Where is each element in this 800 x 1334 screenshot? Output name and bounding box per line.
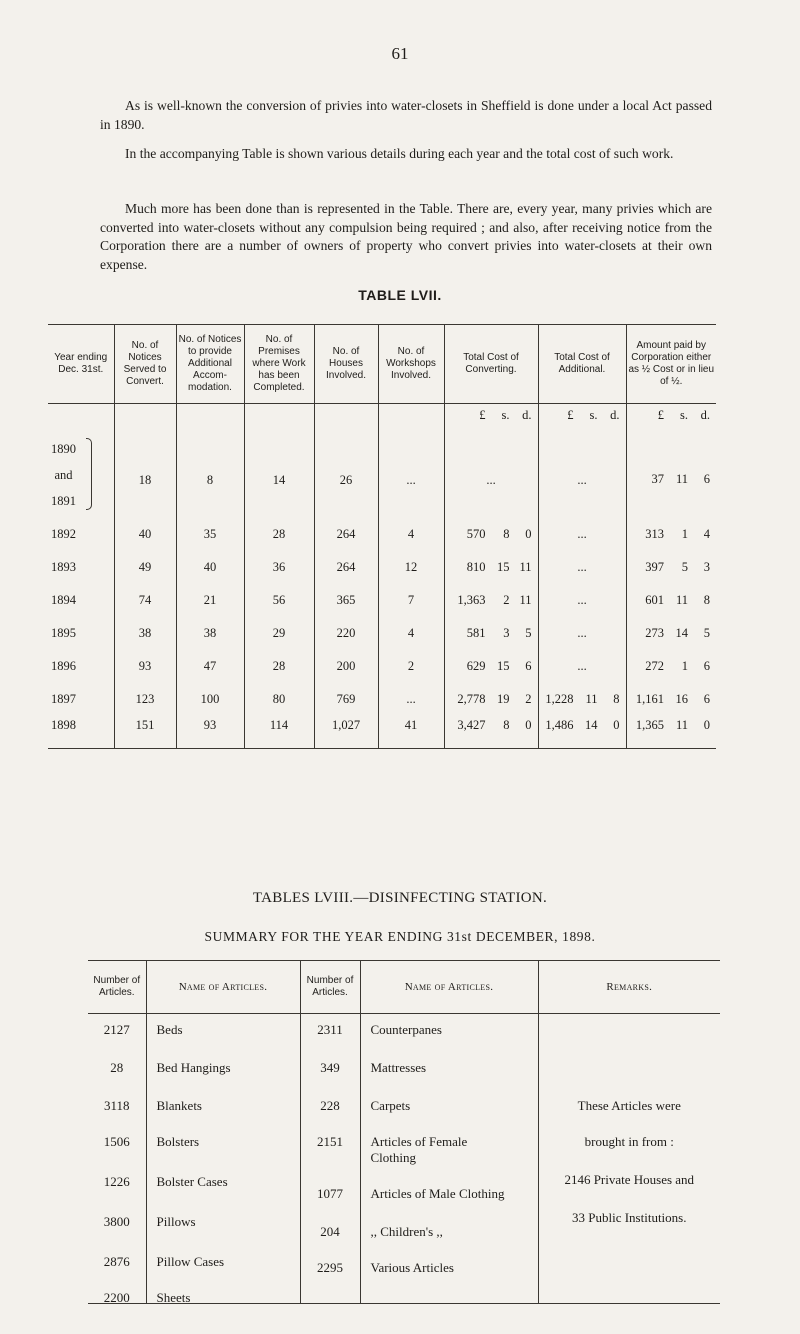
money-pence: 6 xyxy=(703,691,710,706)
notices-cell: 38 xyxy=(114,617,176,650)
houses-cell: 200 xyxy=(314,650,378,683)
notices-cell: 93 xyxy=(114,650,176,683)
paid-pence: 6 xyxy=(703,472,710,486)
money-pounds: 581 xyxy=(466,625,486,640)
money-shillings: 8 xyxy=(503,526,510,541)
table-row xyxy=(48,617,716,650)
workshops-cell: 4 xyxy=(378,617,444,650)
table-row xyxy=(48,650,716,683)
workshops-cell: 41 xyxy=(378,716,444,749)
money-shillings: 15 xyxy=(497,559,510,574)
year-cell: 1896 xyxy=(51,659,76,673)
table-58-title: TABLES LVIII.—DISINFECTING STATION. xyxy=(252,890,548,906)
year-cell: 1893 xyxy=(51,560,76,574)
money-pounds: 397 xyxy=(645,559,664,574)
premises-cell: 36 xyxy=(244,551,314,584)
cost-additional-cell: ... xyxy=(538,584,626,617)
unit-pounds: £ xyxy=(657,408,664,422)
notices-cell: 123 xyxy=(114,683,176,716)
article-number: 2200 xyxy=(103,1290,130,1305)
premises-cell: 56 xyxy=(244,584,314,617)
article-number: 1226 xyxy=(103,1174,130,1189)
article-name: Bolster Cases xyxy=(156,1174,228,1189)
houses-cell: 264 xyxy=(314,551,378,584)
workshops-cell: 12 xyxy=(378,551,444,584)
table-row xyxy=(48,683,716,716)
remarks-line: 33 Public Institutions. xyxy=(572,1210,687,1225)
unit-shillings: s. xyxy=(501,408,510,422)
table-57-title: TABLE LVII. xyxy=(358,287,442,303)
article-name: Clothing xyxy=(370,1150,417,1165)
article-number: 3118 xyxy=(103,1098,130,1113)
workshops-cell: 2 xyxy=(378,650,444,683)
table-58-body-row xyxy=(88,1014,720,1304)
article-number: 228 xyxy=(320,1098,340,1113)
article-name: Sheets xyxy=(156,1290,191,1305)
money-pence: 11 xyxy=(519,592,532,607)
money-shillings: 1 xyxy=(681,658,688,673)
premises-cell: 114 xyxy=(244,716,314,749)
header-number-left: Number of Articles. xyxy=(88,961,146,1014)
money-pence: 6 xyxy=(525,658,532,673)
header-name-left: Name of Articles. xyxy=(146,961,300,1014)
right-names-column xyxy=(360,1014,538,1304)
units-row xyxy=(627,408,717,424)
cost-additional-cell: ... xyxy=(538,518,626,551)
money-pounds: 570 xyxy=(466,526,486,541)
article-name: Pillow Cases xyxy=(156,1254,225,1269)
additional-cell: 47 xyxy=(176,650,244,683)
amount-paid-cell xyxy=(626,518,716,551)
table-58 xyxy=(88,960,720,1304)
notices-cell: 18 xyxy=(114,404,176,519)
money-pence: 0 xyxy=(613,718,620,732)
additional-cell: 100 xyxy=(176,683,244,716)
header-year: Year ending Dec. 31st. xyxy=(48,325,114,404)
premises-cell: 80 xyxy=(244,683,314,716)
amount-paid-cell xyxy=(626,716,716,749)
article-name: Pillows xyxy=(156,1214,196,1229)
paid-shillings: 11 xyxy=(675,472,688,486)
additional-cell: 38 xyxy=(176,617,244,650)
table-row xyxy=(48,404,716,519)
year-cell: 1892 xyxy=(51,527,76,541)
money-pence: 0 xyxy=(525,526,532,541)
money-pounds: 1,363 xyxy=(457,592,486,607)
money-pence: 0 xyxy=(525,718,532,732)
money-pounds: 273 xyxy=(645,625,664,640)
article-number: 3800 xyxy=(103,1214,130,1229)
table-row xyxy=(48,518,716,551)
cost-converting-cell xyxy=(444,404,538,519)
money-pounds: 1,161 xyxy=(635,691,664,706)
amount-paid-cell xyxy=(626,683,716,716)
year-line: and xyxy=(54,468,73,482)
unit-shillings: s. xyxy=(589,408,598,422)
article-number: 2151 xyxy=(317,1134,343,1149)
money-pence: 0 xyxy=(703,718,710,732)
cost-additional-cell: ... xyxy=(538,617,626,650)
amount-paid-cell xyxy=(626,404,716,519)
article-name: Blankets xyxy=(156,1098,202,1113)
cost-converting-cell xyxy=(444,650,538,683)
workshops-cell: 7 xyxy=(378,584,444,617)
article-name: Beds xyxy=(156,1022,183,1037)
header-cost-additional: Total Cost of Additional. xyxy=(538,325,626,404)
money-pounds: 272 xyxy=(645,658,664,673)
notices-cell: 74 xyxy=(114,584,176,617)
cost-converting-cell xyxy=(444,683,538,716)
article-name: Articles of Male Clothing xyxy=(370,1186,505,1201)
cost-additional-cell: ... xyxy=(538,650,626,683)
remarks-column xyxy=(538,1014,720,1304)
cost-converting-cell xyxy=(444,584,538,617)
amount-paid-cell xyxy=(626,617,716,650)
header-cost-converting: Total Cost of Converting. xyxy=(444,325,538,404)
amount-paid-cell xyxy=(626,650,716,683)
cost-additional-value: ... xyxy=(577,473,587,487)
header-additional: No. of Notices to provide Additional Accom-modation. xyxy=(176,325,244,404)
article-number: 2127 xyxy=(103,1022,130,1037)
money-pounds: 1,228 xyxy=(545,691,574,706)
unit-pounds: £ xyxy=(479,408,486,422)
money-shillings: 16 xyxy=(675,691,688,706)
paid-pounds: 37 xyxy=(651,472,664,486)
notices-cell: 151 xyxy=(114,716,176,749)
unit-pence: d. xyxy=(522,408,532,422)
money-pounds: 629 xyxy=(466,658,486,673)
workshops-cell: ... xyxy=(378,404,444,519)
money-pence: 4 xyxy=(703,526,710,541)
money-pounds: 313 xyxy=(645,526,664,541)
header-number-right: Number of Articles. xyxy=(300,961,360,1014)
article-name: Mattresses xyxy=(370,1060,427,1075)
year-line: 1891 xyxy=(51,494,76,508)
brace-icon xyxy=(86,438,92,510)
money-shillings: 8 xyxy=(503,718,510,732)
article-name: Various Articles xyxy=(370,1260,454,1275)
unit-pence: d. xyxy=(610,408,620,422)
units-row xyxy=(539,408,626,424)
money-shillings: 15 xyxy=(497,658,510,673)
article-name: Carpets xyxy=(370,1098,411,1113)
article-name: ,, Children's ,, xyxy=(370,1224,443,1239)
amount-paid-cell xyxy=(626,584,716,617)
houses-cell: 365 xyxy=(314,584,378,617)
header-name-right: Name of Articles. xyxy=(360,961,538,1014)
money-shillings: 14 xyxy=(585,718,598,732)
right-numbers-column xyxy=(300,1014,360,1304)
houses-cell: 264 xyxy=(314,518,378,551)
houses-cell: 1,027 xyxy=(314,716,378,749)
article-number: 28 xyxy=(110,1060,124,1075)
year-line: 1890 xyxy=(51,442,76,456)
page-number: 61 xyxy=(391,44,409,63)
money-shillings: 5 xyxy=(681,559,688,574)
cost-additional-cell: ... xyxy=(538,551,626,584)
houses-cell: 26 xyxy=(314,404,378,519)
table-58-subtitle: SUMMARY FOR THE YEAR ENDING 31st DECEMBER, 1898. xyxy=(204,929,596,944)
cost-converting-cell xyxy=(444,518,538,551)
cost-converting-cell xyxy=(444,617,538,650)
table-57 xyxy=(48,324,716,749)
money-pence: 8 xyxy=(613,691,620,706)
header-workshops: No. of Workshops Involved. xyxy=(378,325,444,404)
money-shillings: 11 xyxy=(675,718,688,732)
remarks-line: 2146 Private Houses and xyxy=(564,1172,695,1187)
table-row xyxy=(48,716,716,749)
premises-cell: 28 xyxy=(244,650,314,683)
additional-cell: 8 xyxy=(176,404,244,519)
table-58-header-row xyxy=(88,961,720,1014)
header-amount-paid: Amount paid by Corporation either as ½ Cost or in lieu of ½. xyxy=(626,325,716,404)
cost-additional-cell xyxy=(538,683,626,716)
houses-cell: 769 xyxy=(314,683,378,716)
notices-cell: 49 xyxy=(114,551,176,584)
notices-cell: 40 xyxy=(114,518,176,551)
article-name: Counterpanes xyxy=(370,1022,442,1037)
year-cell: 1897 xyxy=(51,692,76,706)
header-houses: No. of Houses Involved. xyxy=(314,325,378,404)
cost-additional-cell xyxy=(538,716,626,749)
workshops-cell: 4 xyxy=(378,518,444,551)
money-shillings: 14 xyxy=(675,625,688,640)
additional-cell: 35 xyxy=(176,518,244,551)
premises-cell: 29 xyxy=(244,617,314,650)
unit-pounds: £ xyxy=(567,408,574,422)
additional-cell: 40 xyxy=(176,551,244,584)
unit-pence: d. xyxy=(700,408,710,422)
premises-cell: 14 xyxy=(244,404,314,519)
article-number: 2876 xyxy=(103,1254,130,1269)
money-pence: 5 xyxy=(525,625,532,640)
premises-cell: 28 xyxy=(244,518,314,551)
table-row xyxy=(48,551,716,584)
additional-work-paragraph: Much more has been done than is represented in the Table. There are, every year, many privies which are converted into water-closets without any compulsion being required ; and also, after receiving notice from the Corporation there are a number of owners of property who convert privies into water-closets at their own expense. xyxy=(100,201,712,272)
header-premises: No. of Premises where Work has been Completed. xyxy=(244,325,314,404)
left-numbers-column xyxy=(88,1014,146,1304)
cost-converting-cell xyxy=(444,551,538,584)
table-row xyxy=(48,584,716,617)
money-shillings: 11 xyxy=(585,691,598,706)
money-shillings: 11 xyxy=(675,592,688,607)
article-number: 1506 xyxy=(103,1134,130,1149)
amount-paid-cell xyxy=(626,551,716,584)
money-pounds: 1,486 xyxy=(545,718,574,732)
money-pence: 5 xyxy=(703,625,710,640)
money-pounds: 3,427 xyxy=(457,718,486,732)
left-names-column xyxy=(146,1014,300,1304)
article-number: 2311 xyxy=(317,1022,343,1037)
unit-shillings: s. xyxy=(680,408,688,422)
header-notices: No. of Notices Served to Convert. xyxy=(114,325,176,404)
article-number: 2295 xyxy=(317,1260,343,1275)
money-pence: 11 xyxy=(519,559,532,574)
remarks-line: These Articles were xyxy=(577,1098,681,1113)
year-cell: 1894 xyxy=(51,593,76,607)
additional-cell: 93 xyxy=(176,716,244,749)
houses-cell: 220 xyxy=(314,617,378,650)
cost-converting-cell xyxy=(444,716,538,749)
article-name: Articles of Female xyxy=(370,1134,468,1149)
table-description-paragraph: In the accompanying Table is shown various details during each year and the total cost of such work. xyxy=(125,146,674,161)
article-number: 204 xyxy=(320,1224,340,1239)
money-shillings: 2 xyxy=(503,592,510,607)
article-number: 1077 xyxy=(317,1186,343,1201)
article-number: 349 xyxy=(320,1060,340,1075)
money-shillings: 19 xyxy=(497,691,510,706)
money-pence: 6 xyxy=(703,658,710,673)
year-cell xyxy=(48,404,114,519)
cost-additional-cell xyxy=(538,404,626,519)
year-cell: 1898 xyxy=(48,716,114,749)
year-cell: 1895 xyxy=(51,626,76,640)
money-pounds: 810 xyxy=(466,559,486,574)
article-name: Bolsters xyxy=(156,1134,200,1149)
intro-paragraph: As is well-known the conversion of privies into water-closets in Sheffield is done under a local Act passed in 1890. xyxy=(100,98,712,132)
money-pence: 2 xyxy=(525,691,532,706)
money-pounds: 2,778 xyxy=(457,691,486,706)
header-remarks: Remarks. xyxy=(538,961,720,1014)
money-pence: 8 xyxy=(703,592,710,607)
article-name: Bed Hangings xyxy=(156,1060,231,1075)
table-57-header-row xyxy=(48,325,716,404)
money-shillings: 1 xyxy=(681,526,688,541)
workshops-cell: ... xyxy=(378,683,444,716)
cost-converting-value: ... xyxy=(486,473,496,487)
additional-cell: 21 xyxy=(176,584,244,617)
money-shillings: 3 xyxy=(503,625,510,640)
money-pounds: 1,365 xyxy=(635,718,664,732)
units-row xyxy=(445,408,538,424)
money-pounds: 601 xyxy=(645,592,664,607)
money-pence: 3 xyxy=(703,559,710,574)
remarks-line: brought in from : xyxy=(584,1134,674,1149)
